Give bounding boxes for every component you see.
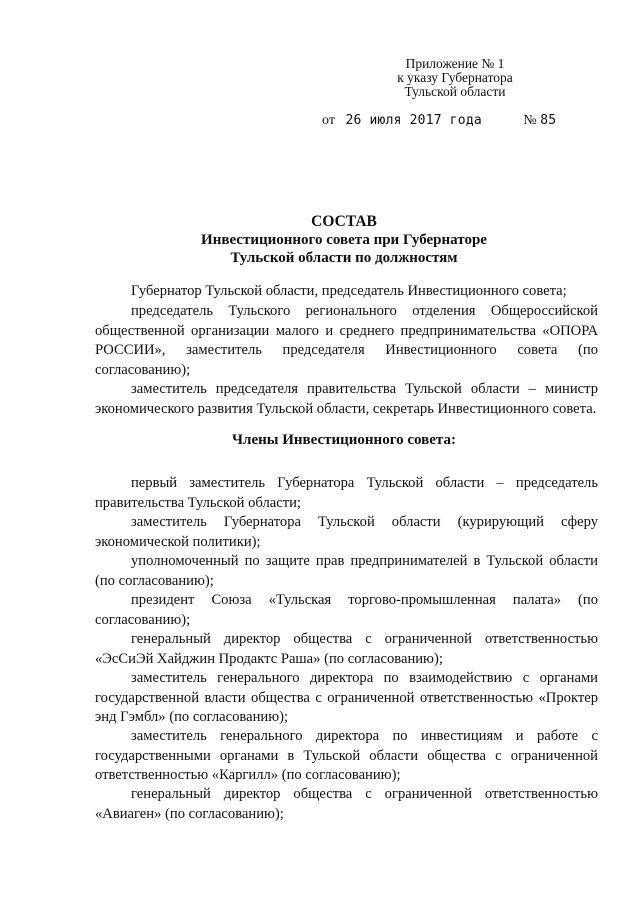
title-line-1: Инвестиционного совета при Губернаторе	[201, 232, 487, 248]
decree-number: 85	[540, 113, 557, 128]
number-label: №	[523, 113, 537, 128]
member-item: уполномоченный по защите прав предпринимателей в Тульской области (по согласованию);	[95, 553, 598, 589]
member-item: заместитель генерального директора по взаимодействию с органами государственной власти общества с ограниченной ответственностью «Проктер энд Гэмбл» (по согласованию);	[95, 670, 598, 726]
appendix-header	[365, 57, 545, 99]
member-item: генеральный директор общества с ограниченной ответственностью «Авиаген» (по согласованию);	[95, 786, 598, 822]
from-label: от	[322, 113, 335, 128]
leadership-item-chair: Губернатор Тульской области, председатель Инвестиционного совета;	[131, 283, 567, 299]
member-item: генеральный директор общества с ограниченной ответственностью «ЭсСиЭй Хайджин Продактс Раша» (по согласованию);	[95, 631, 598, 667]
member-item: заместитель генерального директора по инвестициям и работе с государственными органами в Тульской области общества с ограниченной ответственностью «Каргилл» (по согласованию);	[95, 728, 598, 784]
member-item: президент Союза «Тульская торгово-промышленная палата» (по согласованию);	[95, 592, 598, 628]
leadership-item-vice-chair: председатель Тульского регионального отделения Общероссийской общественной организации малого и среднего предпринимательства «ОПОРА РОССИИ», заместитель председателя Инвестиционного совета (по согласованию);	[95, 303, 598, 378]
member-item: первый заместитель Губернатора Тульской области – председатель правительства Тульской области;	[95, 475, 598, 511]
leadership-item-secretary: заместитель председателя правительства Тульской области – министр экономического развития Тульской области, секретарь Инвестиционного совета.	[95, 381, 598, 417]
decree-date: 26 июля 2017 года	[345, 113, 482, 128]
appendix-line-3: Тульской области	[404, 84, 506, 99]
member-item: заместитель Губернатора Тульской области (курирующий сферу экономической политики);	[95, 514, 598, 550]
decree-reference	[322, 113, 556, 129]
appendix-line-1: Приложение № 1	[405, 56, 505, 71]
appendix-line-2: к указу Губернатора	[397, 70, 513, 85]
title-line-2: Тульской области по должностям	[230, 250, 458, 266]
members-heading: Члены Инвестиционного совета:	[232, 432, 456, 448]
title-main: СОСТАВ	[311, 213, 377, 230]
document-title	[90, 213, 598, 267]
